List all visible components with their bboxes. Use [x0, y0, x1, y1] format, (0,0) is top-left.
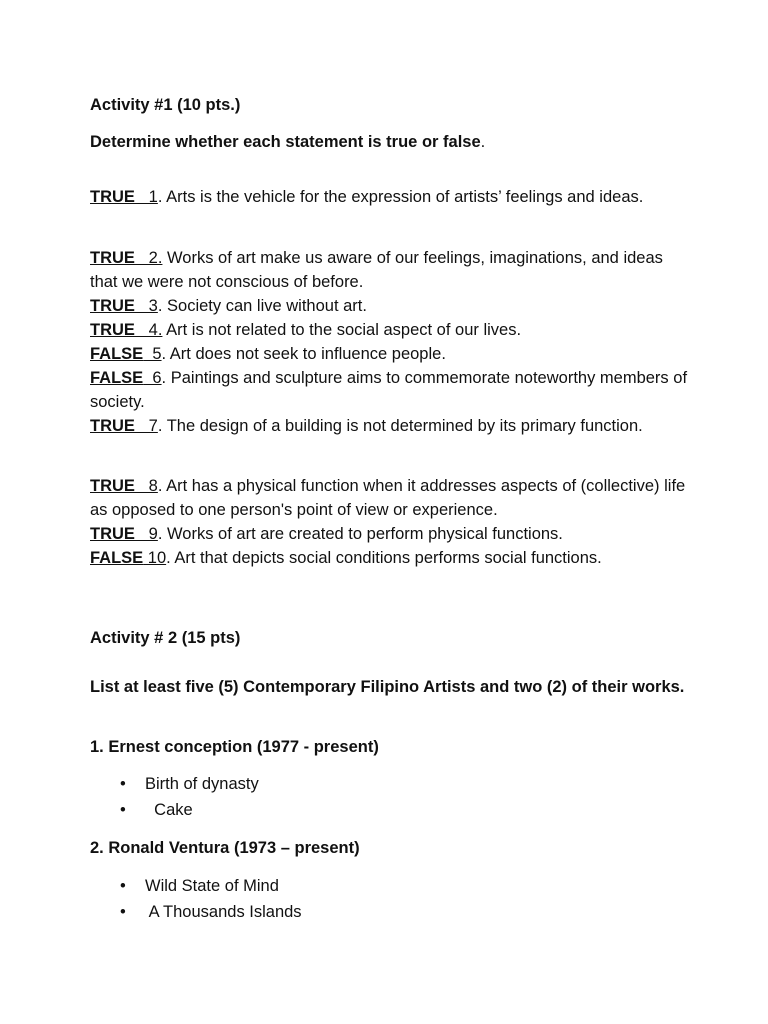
work-title: Birth of dynasty — [145, 775, 259, 793]
work-title: Wild State of Mind — [145, 877, 279, 895]
statement-10 — [90, 546, 690, 570]
statement-number: 6 — [143, 369, 162, 387]
work-title: A Thousands Islands — [145, 903, 302, 921]
statement-number: 4. — [139, 321, 163, 339]
activity1-title: Activity #1 (10 pts.) — [90, 96, 241, 114]
statement-1 — [90, 185, 690, 209]
answer-label: TRUE — [90, 249, 140, 267]
statement-text: Works of art make us aware of our feelings, imaginations, and ideas that we were not conscious of before. — [90, 249, 663, 291]
statement-number: 8 — [139, 477, 158, 495]
statement-text: . Paintings and sculpture aims to commemorate noteworthy members of society. — [90, 369, 688, 411]
statement-text: . Arts is the vehicle for the expression of artists’ feelings and ideas. — [157, 188, 644, 206]
work-title: Cake — [145, 801, 193, 819]
answer-label: TRUE — [90, 477, 140, 495]
statement-text: Art is not related to the social aspect of our lives. — [162, 321, 522, 339]
answer-label: FALSE — [90, 369, 144, 387]
statement-6 — [90, 366, 690, 414]
answer-label: FALSE — [90, 345, 144, 363]
statement-text: . Works of art are created to perform physical functions. — [157, 525, 563, 543]
statement-number: 1 — [139, 188, 158, 206]
activity1-instruction-period: . — [480, 133, 486, 151]
statement-number: 5 — [143, 345, 162, 363]
statement-7 — [90, 414, 690, 438]
statement-4 — [90, 318, 690, 342]
activity2-instruction: List at least five (5) Contemporary Filipino Artists and two (2) of their works. — [90, 678, 685, 696]
answer-label: FALSE — [90, 549, 144, 567]
statement-number: 7 — [139, 417, 158, 435]
list-item — [90, 771, 259, 797]
statement-8 — [90, 474, 690, 522]
statement-5 — [90, 342, 690, 366]
statement-9 — [90, 522, 690, 546]
list-item — [90, 797, 259, 823]
statement-3 — [90, 294, 690, 318]
statement-text: . Society can live without art. — [157, 297, 367, 315]
artist-2-works-list — [90, 873, 302, 925]
list-item — [90, 899, 302, 925]
answer-label: TRUE — [90, 297, 140, 315]
statement-text: . Art has a physical function when it addresses aspects of (collective) life as opposed to one person's point of view or experience. — [90, 477, 686, 519]
activity1-instruction — [90, 130, 690, 154]
statement-2 — [90, 246, 690, 294]
activity1-instruction-text: Determine whether each statement is true or false — [90, 133, 481, 151]
artist-1-works-list — [90, 771, 259, 823]
activity2-title: Activity # 2 (15 pts) — [90, 629, 241, 647]
artist-1-heading: 1. Ernest conception (1977 - present) — [90, 738, 379, 756]
answer-label: TRUE — [90, 188, 140, 206]
list-item — [90, 873, 302, 899]
statement-number: 2. — [139, 249, 163, 267]
answer-label: TRUE — [90, 525, 140, 543]
statement-number: 3 — [139, 297, 158, 315]
artist-2-heading: 2. Ronald Ventura (1973 – present) — [90, 839, 360, 857]
statement-text: . The design of a building is not determined by its primary function. — [157, 417, 643, 435]
statement-number: 10 — [143, 549, 167, 567]
statement-text: . Art that depicts social conditions performs social functions. — [166, 549, 602, 567]
statement-number: 9 — [139, 525, 158, 543]
statement-text: . Art does not seek to influence people. — [161, 345, 446, 363]
answer-label: TRUE — [90, 417, 140, 435]
answer-label: TRUE — [90, 321, 140, 339]
